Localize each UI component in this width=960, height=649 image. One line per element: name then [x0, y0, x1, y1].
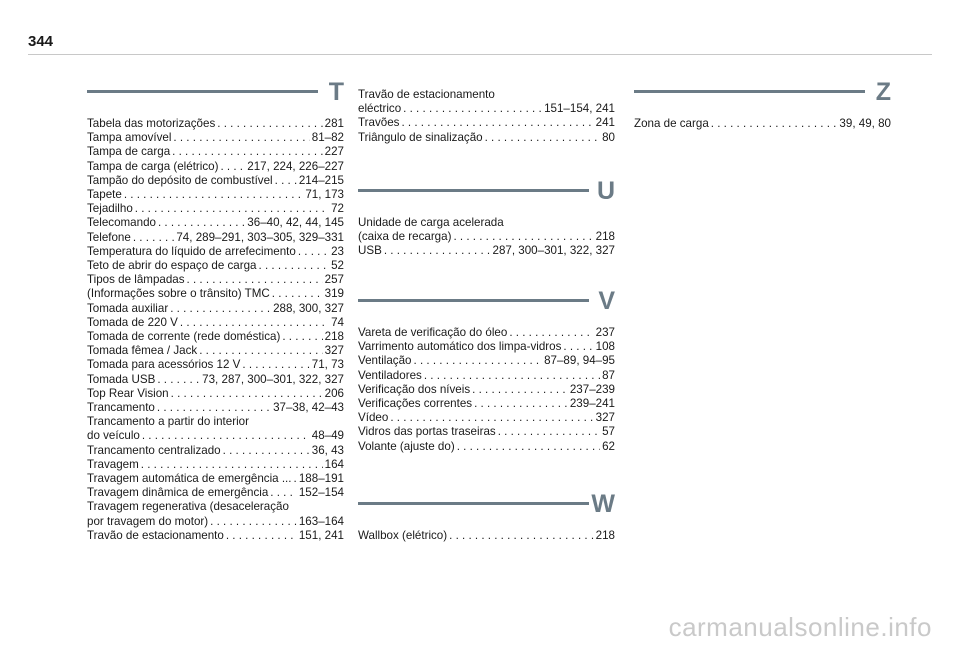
section-rule: [358, 299, 589, 302]
index-entry-term: Travagem dinâmica de emergência: [87, 486, 269, 500]
index-entry: [87, 444, 344, 458]
index-entry: [87, 500, 344, 528]
section-header-U: [358, 177, 615, 216]
index-entry-term: Trancamento: [87, 401, 155, 415]
index-entry-line: [87, 344, 344, 358]
index-entry-line: [87, 188, 344, 202]
index-entry: [87, 145, 344, 159]
index-entry: [87, 401, 344, 415]
dot-leader: [449, 529, 594, 543]
index-entry: [358, 116, 615, 130]
entry-list-T-continued: [358, 88, 615, 145]
index-entry-term: Tomada fêmea / Jack: [87, 344, 198, 358]
index-entry-term: Triângulo de sinalização: [358, 130, 483, 144]
index-entry: [87, 202, 344, 216]
section-rule: [358, 189, 589, 192]
index-entry-line: [358, 230, 615, 244]
index-entry: [87, 358, 344, 372]
index-entry-pages: 217, 224, 226–227: [247, 159, 344, 173]
index-entry-term: Tomada de 220 V: [87, 315, 178, 329]
section-T: [87, 78, 344, 543]
index-entry-line: [87, 373, 344, 387]
index-entry-term: Travagem: [87, 457, 139, 471]
index-entry-pages: 108: [595, 340, 615, 354]
index-entry-heading: Trancamento a partir do interior: [87, 415, 249, 429]
dot-leader: [158, 216, 245, 230]
section-T-continued: [358, 88, 615, 145]
index-entry-pages: 288, 300, 327: [273, 301, 344, 315]
index-entry-line: [87, 174, 344, 188]
index-entry-pages: 257: [324, 273, 344, 287]
index-entry-line: [87, 401, 344, 415]
index-entry-line: [87, 444, 344, 458]
dot-leader: [711, 117, 838, 131]
index-entry-line: [87, 387, 344, 401]
index-entry-line: [634, 117, 891, 131]
section-letter-W: W: [591, 490, 615, 518]
index-entry: [358, 326, 615, 340]
section-V: [358, 287, 615, 454]
index-entry-term: Travões: [358, 116, 400, 130]
section-header-V: [358, 287, 615, 326]
index-entry-line: [358, 411, 615, 425]
index-entry-pages: 319: [324, 287, 344, 301]
section-letter-V: V: [598, 287, 615, 315]
section-header-W: [358, 490, 615, 529]
index-entry-pages: 71, 73: [311, 358, 344, 372]
index-entry-line: [87, 202, 344, 216]
index-entry-term: Tabela das motorizações: [87, 117, 216, 130]
section-letter-Z: Z: [875, 78, 891, 106]
index-entry-line: [358, 340, 615, 354]
index-entry: [87, 472, 344, 486]
index-entry-pages: 163–164: [298, 514, 344, 528]
index-entry-line: [358, 440, 615, 454]
index-entry: [87, 160, 344, 174]
index-entry-pages: 74, 289–291, 303–305, 329–331: [176, 230, 344, 244]
index-entry-line: [87, 429, 344, 443]
index-entry-term: Telecomando: [87, 216, 156, 230]
index-entry-line: [87, 316, 344, 330]
index-entry-line: [87, 216, 344, 230]
index-entry-pages: 48–49: [311, 429, 344, 443]
index-entry-term: Volante (ajuste do): [358, 439, 455, 453]
index-entry: [87, 330, 344, 344]
dot-leader: [390, 411, 593, 425]
index-entry-pages: 237: [595, 326, 615, 339]
dot-leader: [401, 116, 593, 130]
index-entry-line: [358, 529, 615, 543]
dot-leader: [270, 486, 297, 500]
index-entry-pages: 151–154, 241: [544, 102, 615, 116]
index-entry: [358, 244, 615, 258]
index-entry-term: Varrimento automático dos limpa-vidros: [358, 340, 562, 354]
index-entry-term: Tipos de lâmpadas: [87, 273, 185, 287]
index-entry-term: USB: [358, 244, 382, 258]
index-entry-line: [87, 259, 344, 273]
index-entry: [358, 131, 615, 145]
dot-leader: [142, 429, 310, 443]
index-entry-line: [358, 425, 615, 439]
index-entry-term: Zona de carga: [634, 117, 709, 130]
index-entry-term: Top Rear Vision: [87, 386, 169, 400]
dot-leader: [403, 102, 542, 116]
index-entry-term: Teto de abrir do espaço de carga: [87, 259, 257, 273]
index-entry-line: [87, 231, 344, 245]
index-entry-line: [358, 244, 615, 258]
index-entry: [87, 245, 344, 259]
index-entry: [87, 131, 344, 145]
header-divider: [28, 54, 932, 55]
index-entry-pages: 218: [324, 330, 344, 344]
index-entry-pages: 287, 300–301, 322, 327: [492, 244, 615, 258]
dot-leader: [210, 515, 297, 529]
entry-list-V: [358, 326, 615, 454]
index-entry-term: Telefone: [87, 230, 131, 244]
index-entry-term: eléctrico: [358, 102, 402, 116]
index-entry: [87, 373, 344, 387]
dot-leader: [424, 369, 600, 383]
index-entry: [87, 216, 344, 230]
dot-leader: [187, 273, 323, 287]
index-entry-line: [358, 131, 615, 145]
dot-leader: [124, 188, 304, 202]
dot-leader: [294, 472, 297, 486]
index-entry-pages: 206: [324, 386, 344, 400]
index-entry-pages: 188–191: [298, 472, 344, 486]
index-entry-pages: 73, 287, 300–301, 322, 327: [202, 372, 344, 386]
dot-leader: [298, 245, 329, 259]
index-entry-line: [87, 529, 344, 543]
index-entry: [87, 231, 344, 245]
index-entry-line: [87, 472, 344, 486]
dot-leader: [157, 401, 271, 415]
entry-list-U: [358, 216, 615, 259]
index-entry-line: [87, 287, 344, 301]
index-entry-pages: 218: [595, 230, 615, 244]
index-entry-line: [358, 102, 615, 116]
index-entry-pages: 62: [602, 439, 615, 453]
section-header-Z: [634, 78, 891, 117]
index-entry-pages: 327: [595, 411, 615, 425]
dot-leader: [485, 131, 600, 145]
dot-leader: [141, 458, 323, 472]
dot-leader: [226, 529, 297, 543]
index-entry-term: Verificação dos níveis: [358, 382, 471, 396]
index-entry-term: Tomada para acessórios 12 V: [87, 358, 241, 372]
dot-leader: [472, 383, 568, 397]
index-entry: [87, 273, 344, 287]
index-entry-pages: 80: [602, 130, 615, 144]
index-entry-heading: Travão de estacionamento: [358, 88, 495, 101]
index-entry-pages: 152–154: [298, 486, 344, 500]
dot-leader: [457, 440, 600, 454]
index-entry-pages: 23: [331, 244, 344, 258]
index-entry: [358, 397, 615, 411]
index-entry-line: [87, 458, 344, 472]
index-entry-term: Tomada USB: [87, 372, 156, 386]
index-entry-pages: 218: [595, 529, 615, 542]
index-entry-pages: 239–241: [569, 397, 615, 411]
entry-list-Z: [634, 117, 891, 131]
index-entry-line: [87, 131, 344, 145]
index-entry: [87, 458, 344, 472]
index-entry-line: [358, 116, 615, 130]
index-entry-pages: 237–239: [569, 382, 615, 396]
dot-leader: [384, 244, 491, 258]
index-entry: [358, 354, 615, 368]
index-entry-term: Vídeo: [358, 411, 389, 425]
index-entry-pages: 39, 49, 80: [839, 117, 891, 130]
dot-leader: [180, 316, 329, 330]
index-entry-line: [358, 397, 615, 411]
index-entry-term: Travagem automática de emergência ...: [87, 472, 292, 486]
index-entry: [358, 425, 615, 439]
dot-leader: [135, 202, 329, 216]
index-entry-term: por travagem do motor): [87, 514, 209, 528]
index-entry-pages: 52: [331, 259, 344, 273]
watermark: carmanualsonline.info: [668, 612, 932, 642]
index-entry-pages: 36–40, 42, 44, 145: [247, 216, 344, 230]
index-entry-pages: 327: [324, 344, 344, 358]
dot-leader: [272, 287, 323, 301]
section-rule: [358, 502, 589, 505]
index-entry: [87, 174, 344, 188]
index-entry: [358, 340, 615, 354]
index-entry: [87, 302, 344, 316]
dot-leader: [282, 330, 322, 344]
index-entry: [358, 529, 615, 543]
index-entry-term: Vareta de verificação do óleo: [358, 326, 508, 339]
index-entry: [358, 216, 615, 244]
index-entry: [87, 415, 344, 443]
index-entry-line: [87, 358, 344, 372]
index-entry-term: (Informações sobre o trânsito) TMC: [87, 287, 270, 301]
index-entry-pages: 281: [324, 117, 344, 130]
index-entry-heading: Unidade de carga acelerada: [358, 216, 504, 229]
index-entry-pages: 72: [331, 202, 344, 216]
index-entry-pages: 87–89, 94–95: [544, 354, 615, 368]
index-entry-pages: 87: [602, 368, 615, 382]
section-letter-U: U: [596, 177, 615, 205]
dot-leader: [199, 344, 322, 358]
index-entry-line: [358, 369, 615, 383]
dot-leader: [242, 358, 309, 372]
dot-leader: [474, 397, 568, 411]
index-entry-term: Travão de estacionamento: [87, 528, 224, 542]
index-entry-line: [87, 245, 344, 259]
section-header-T: [87, 78, 344, 117]
index-entry-term: (caixa de recarga): [358, 230, 452, 244]
index-entry-term: Ventiladores: [358, 368, 422, 382]
dot-leader: [498, 425, 600, 439]
dot-leader: [133, 231, 175, 245]
dot-leader: [563, 340, 593, 354]
index-entry: [87, 344, 344, 358]
dot-leader: [170, 302, 271, 316]
dot-leader: [275, 174, 297, 188]
index-entry: [87, 259, 344, 273]
index-entry-line: [358, 354, 615, 368]
index-entry: [87, 486, 344, 500]
index-entry: [358, 440, 615, 454]
section-rule: [634, 90, 865, 93]
section-U: [358, 177, 615, 259]
index-entry-pages: 241: [595, 116, 615, 130]
index-entry-line: [358, 383, 615, 397]
section-rule: [87, 90, 318, 93]
index-entry-term: Verificações correntes: [358, 397, 473, 411]
index-entry-pages: 214–215: [298, 173, 344, 187]
index-entry-line: [87, 145, 344, 159]
index-entry-line: [87, 302, 344, 316]
dot-leader: [217, 117, 322, 131]
index-entry: [634, 117, 891, 131]
dot-leader: [259, 259, 330, 273]
index-entry-term: Tampa de carga: [87, 145, 171, 159]
index-entry-line: [87, 486, 344, 500]
dot-leader: [157, 373, 200, 387]
index-entry-pages: 227: [324, 145, 344, 159]
index-entry-term: Tampa de carga (elétrico): [87, 159, 219, 173]
index-entry-term: Tampão do depósito de combustível: [87, 173, 273, 187]
index-entry: [358, 411, 615, 425]
entry-list-W: [358, 529, 615, 543]
index-entry-pages: 74: [331, 315, 344, 329]
index-entry: [87, 188, 344, 202]
section-W: [358, 490, 615, 543]
index-entry-term: Ventilação: [358, 354, 412, 368]
index-entry-line: [358, 326, 615, 340]
dot-leader: [173, 131, 309, 145]
index-entry: [358, 88, 615, 116]
index-entry-term: Temperatura do líquido de arrefecimento: [87, 244, 296, 258]
index-entry-line: [87, 117, 344, 131]
index-entry: [87, 287, 344, 301]
dot-leader: [223, 444, 310, 458]
index-entry-pages: 164: [324, 457, 344, 471]
section-Z: [634, 78, 891, 131]
index-entry: [358, 383, 615, 397]
index-entry-line: [87, 273, 344, 287]
index-entry-term: Tampa amovível: [87, 131, 172, 145]
index-entry: [87, 529, 344, 543]
index-entry-pages: 71, 173: [305, 188, 344, 202]
dot-leader: [414, 354, 543, 368]
section-letter-T: T: [328, 78, 344, 106]
index-entry-term: do veículo: [87, 429, 140, 443]
index-entry-pages: 37–38, 42–43: [273, 401, 344, 415]
index-entry: [358, 369, 615, 383]
index-entry-line: [87, 330, 344, 344]
index-entry-term: Wallbox (elétrico): [358, 529, 448, 542]
index-entry-line: [87, 515, 344, 529]
dot-leader: [172, 145, 323, 159]
entry-list-T: [87, 117, 344, 543]
dot-leader: [509, 326, 593, 340]
index-entry: [87, 316, 344, 330]
index-entry-term: Tomada de corrente (rede doméstica): [87, 330, 281, 344]
index-entry-term: Tejadilho: [87, 202, 133, 216]
index-entry-term: Vidros das portas traseiras: [358, 425, 496, 439]
index-entry-line: [87, 160, 344, 174]
index-entry: [87, 387, 344, 401]
index-entry-pages: 81–82: [311, 131, 344, 145]
dot-leader: [453, 230, 593, 244]
index-entry-pages: 57: [602, 425, 615, 439]
dot-leader: [171, 387, 323, 401]
dot-leader: [220, 160, 245, 174]
index-entry-pages: 151, 241: [298, 528, 344, 542]
index-entry-term: Tomada auxiliar: [87, 301, 169, 315]
page-number: 344: [28, 33, 54, 50]
index-entry-term: Trancamento centralizado: [87, 443, 221, 457]
index-entry-heading: Travagem regenerativa (desaceleração: [87, 500, 289, 514]
index-entry-term: Tapete: [87, 188, 122, 202]
index-entry-pages: 36, 43: [311, 443, 344, 457]
index-entry: [87, 117, 344, 131]
